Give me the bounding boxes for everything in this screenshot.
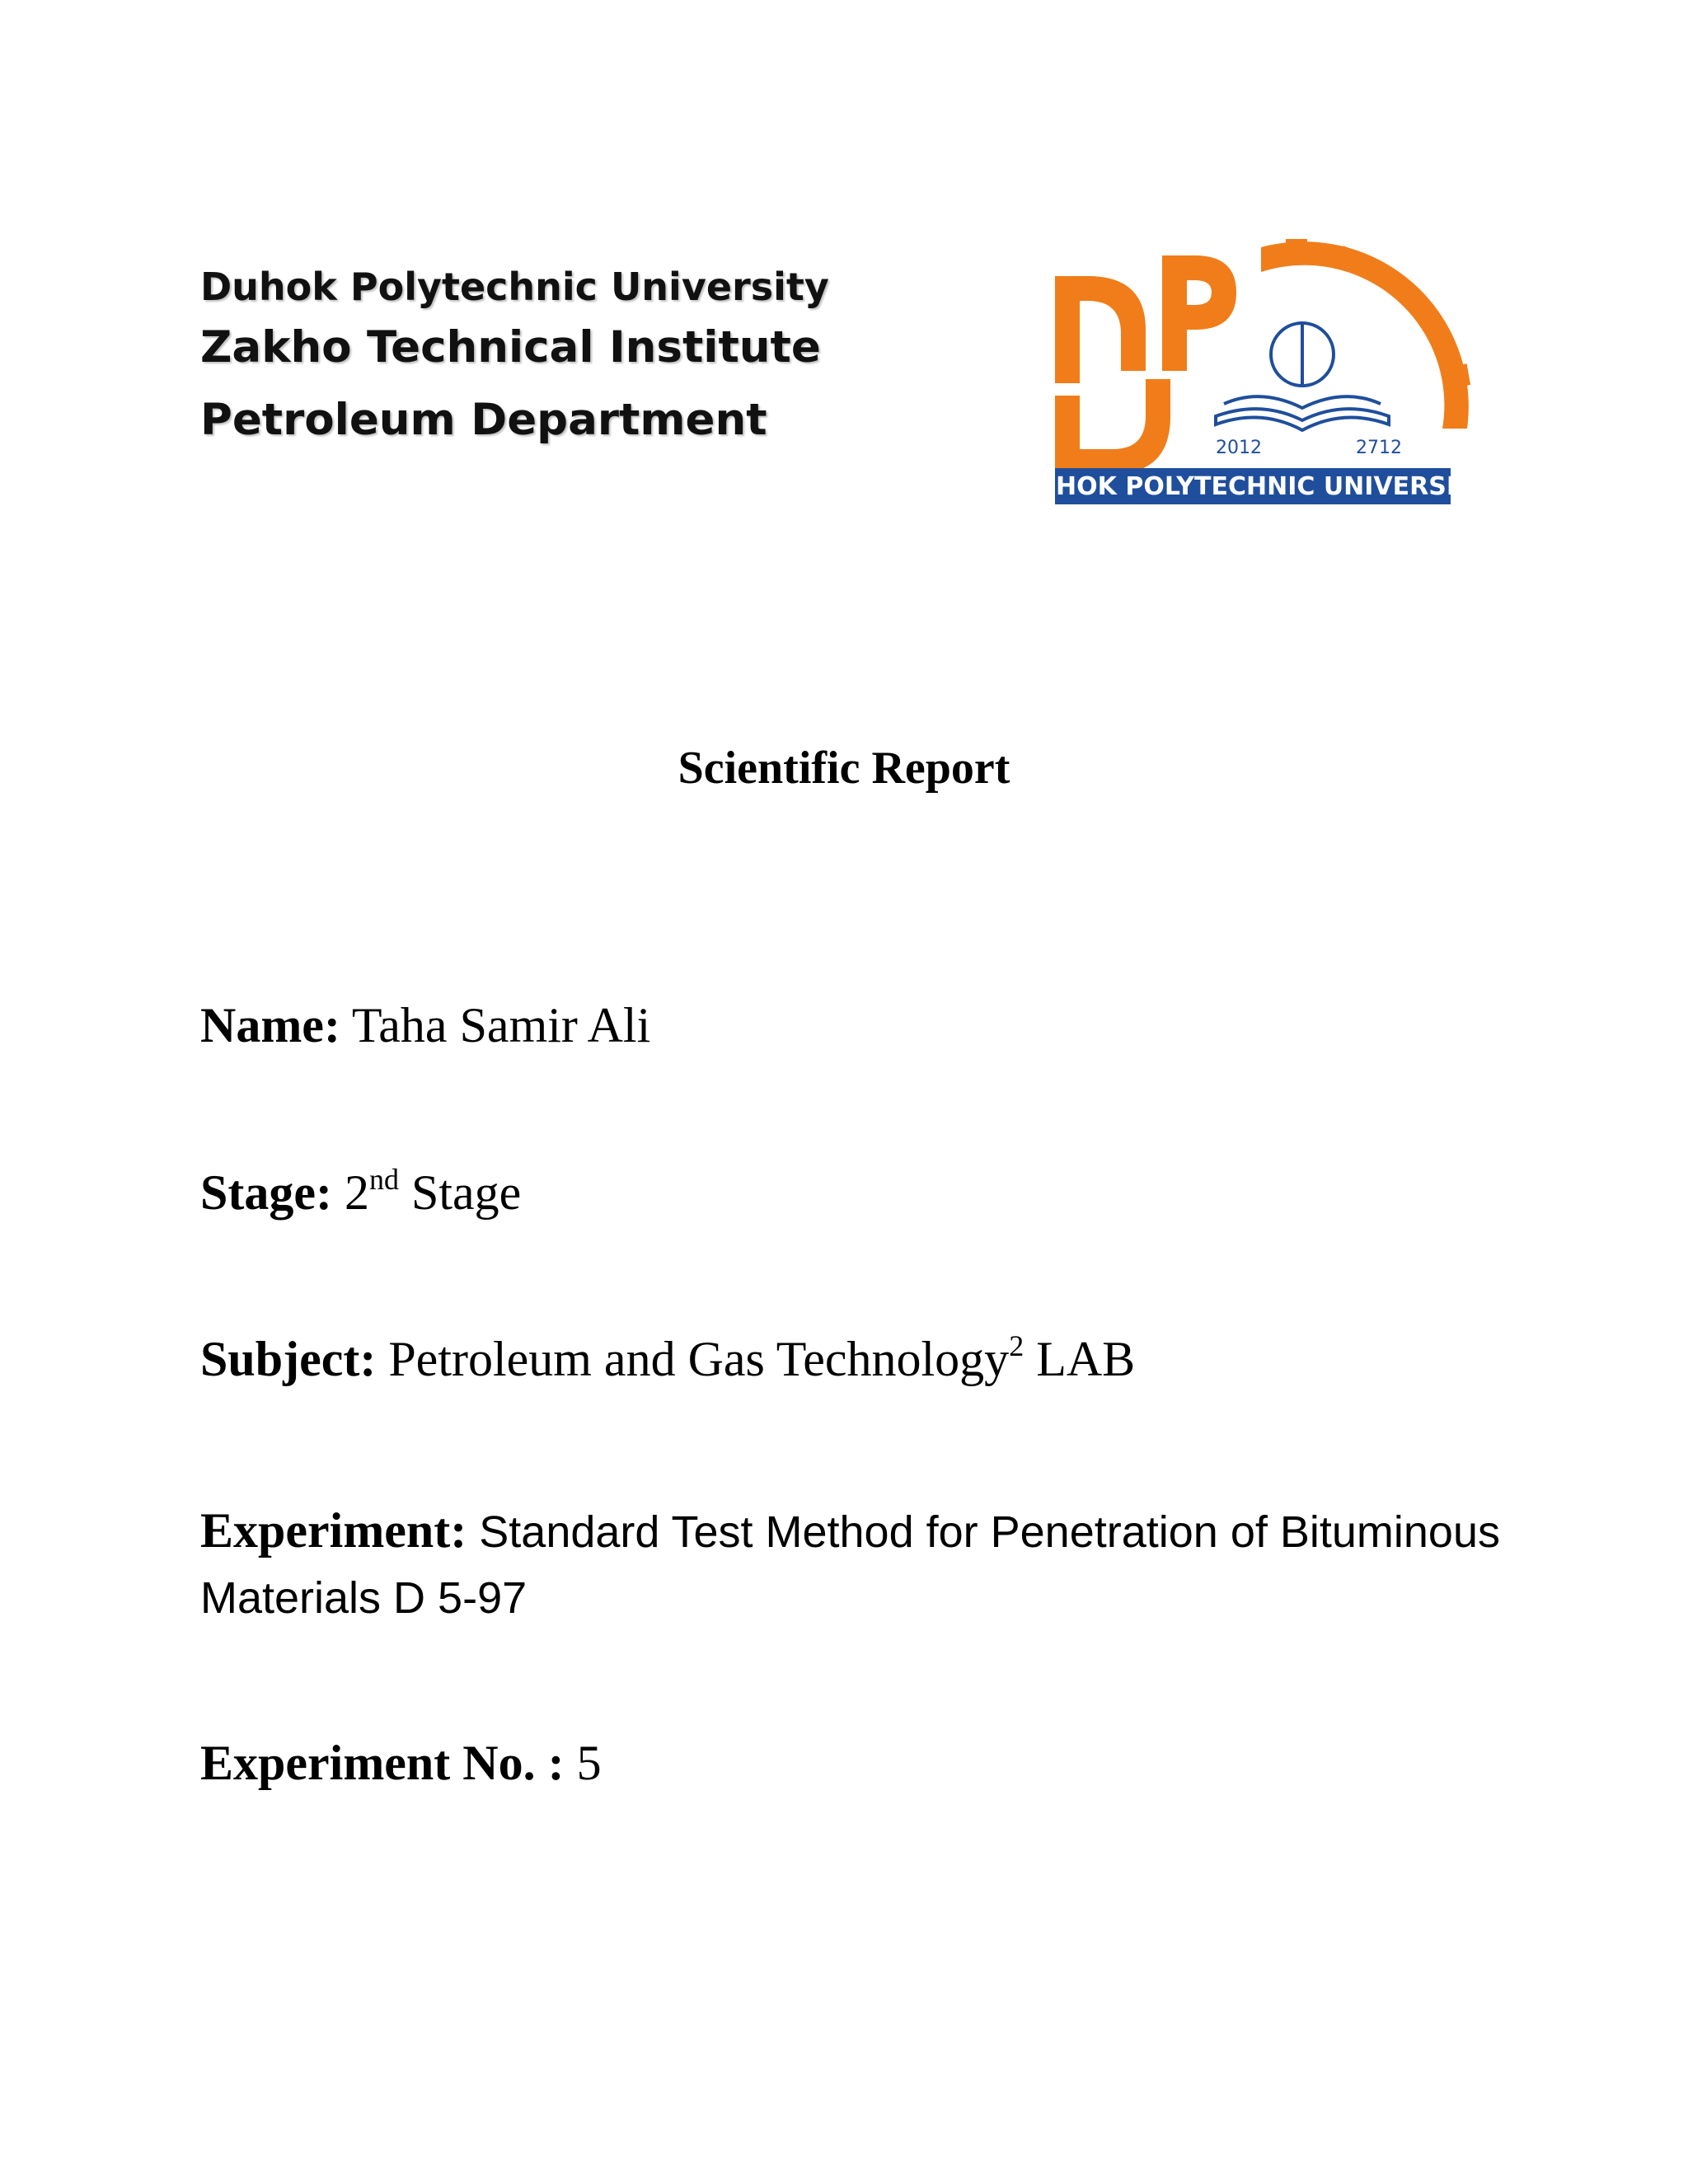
dpu-letters-icon (1055, 255, 1236, 474)
experiment-no-label: Experiment No. : (200, 1736, 565, 1790)
institute-name: Zakho Technical Institute (200, 322, 821, 373)
experiment-value: Standard Test Method for Penetration of Bituminous Materials D 5-97 (200, 1507, 1500, 1623)
university-logo (1055, 239, 1490, 511)
field-experiment (200, 1498, 1601, 1630)
university-name: Duhok Polytechnic University (200, 265, 829, 309)
subject-rest: LAB (1036, 1332, 1136, 1386)
logo-year-left: 2012 (1216, 438, 1262, 458)
name-label: Name: (200, 998, 340, 1052)
logo-year-right: 2712 (1356, 438, 1402, 458)
field-stage (200, 1165, 521, 1221)
subject-label: Subject: (200, 1332, 377, 1386)
logo-banner-text: DUHOK POLYTECHNIC UNIVERSITY (1055, 472, 1490, 501)
subject-sup: 2 (1009, 1329, 1025, 1362)
stage-number: 2 (344, 1165, 369, 1220)
stage-label: Stage: (200, 1165, 332, 1220)
field-experiment-no (200, 1735, 602, 1792)
field-name (200, 997, 650, 1054)
book-icon (1216, 323, 1389, 430)
experiment-label: Experiment: (200, 1503, 467, 1558)
experiment-no-value: 5 (576, 1736, 602, 1790)
stage-rest: Stage (410, 1165, 522, 1220)
institution-header (200, 262, 829, 457)
subject-main: Petroleum and Gas Technology (388, 1332, 1010, 1386)
report-title: Scientific Report (678, 743, 1010, 794)
stage-suffix: nd (368, 1163, 399, 1196)
department-name: Petroleum Department (200, 395, 767, 445)
field-subject (200, 1331, 1135, 1388)
name-value: Taha Samir Ali (351, 998, 651, 1052)
